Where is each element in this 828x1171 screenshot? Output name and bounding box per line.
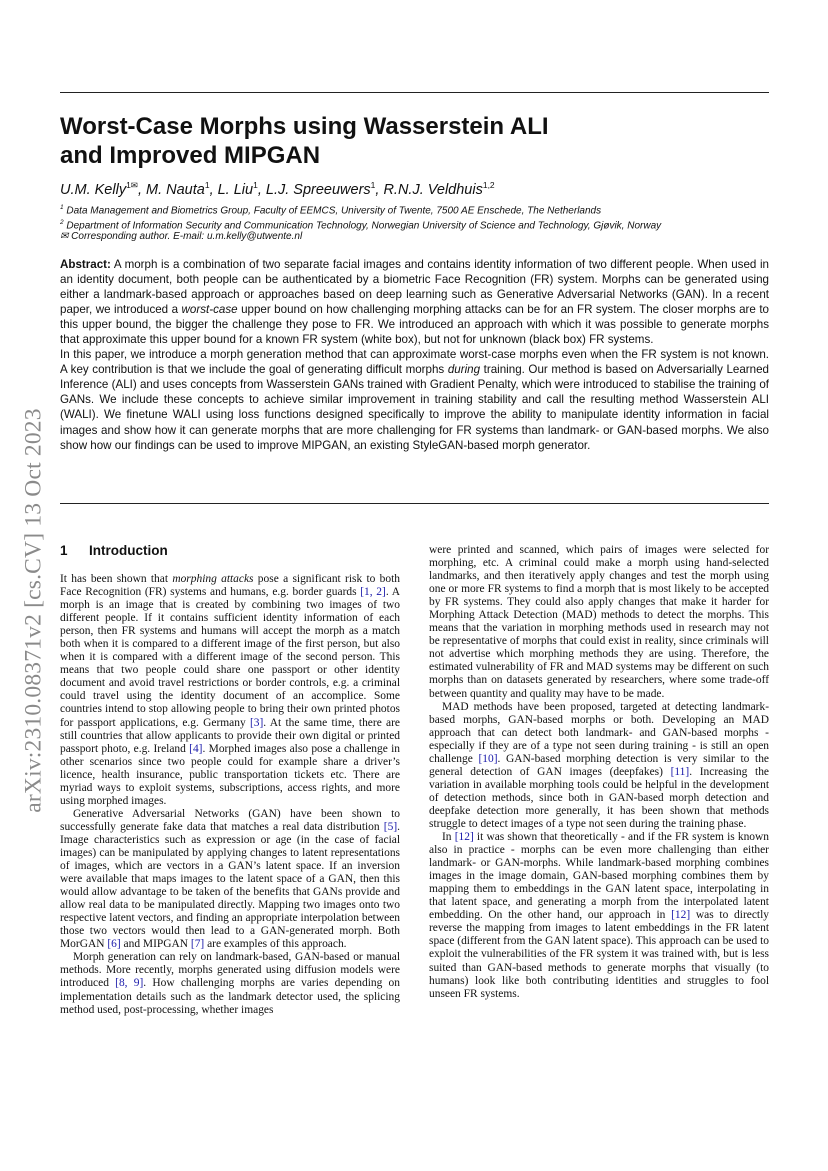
title-line-2: and Improved MIPGAN — [60, 142, 321, 169]
body-text: are examples of this approach. — [204, 938, 347, 951]
author-nauta: , M. Nauta — [137, 181, 205, 198]
author-veldhuis-sup: 1,2 — [482, 180, 495, 190]
body-text: and MIPGAN — [120, 938, 191, 951]
right-column — [429, 544, 769, 1001]
paragraph — [429, 544, 769, 701]
affiliation-2-mark: 2 — [60, 219, 64, 226]
body-text: were printed and scanned, which pairs of images were selected for morphing, etc. A criminal could make a morph using hand-selected landmarks, and then iteratively apply changes and test the morph using one or more FR systems to find a morph that is most likely to be accepted by FR systems. They could also apply changes that make it harder for Morphing Attack Detection (MAD) methods to detect the morphs. This means that the variation in morphing methods used in research may not be representative of morphs that could exist in reality, since criminals will not advertise which morphing methods they are using. Therefore, the estimated vulnerability of FR and MAD systems may be different on such morphs than on datasets generated by researchers, where some trade-off between quantity and quality may have to be made. — [429, 544, 769, 700]
envelope-icon: ✉ — [60, 231, 69, 242]
citation-link[interactable]: [4] — [189, 742, 203, 755]
abstract-text: upper bound on how challenging morphing attacks can be for an FR system. The closer morphs are to this upper bound, the bigger the challenge they pose to FR. We introduced an approach with which it was possible to generate morphs that approximate this upper bound for a known FR system (white box), but not for unknown (black box) FR systems. — [60, 303, 769, 347]
affiliation-1-text: Data Management and Biometrics Group, Faculty of EEMCS, University of Twente, 7500 AE Enschede, The Netherlands — [63, 205, 602, 217]
paragraph — [60, 573, 400, 808]
body-text: pose a significant risk to both Face Recognition (FR) systems and humans, e.g. border guards — [60, 573, 400, 599]
citation-link[interactable]: [8, 9] — [115, 977, 144, 990]
abstract-bottom-rule — [60, 503, 769, 504]
body-text: . Morphed images also pose a challenge in other scenarios since two people could for example share a driver’s licence, health insurance, public transportation tickets etc. There are myriad ways to exploit systems, subscriptions, access rights, and more using morphed images. — [60, 742, 400, 807]
left-column — [60, 573, 400, 1017]
author-kelly-sup: 1✉ — [126, 180, 138, 190]
citation-link[interactable]: [3] — [249, 716, 264, 729]
section-title: Introduction — [89, 543, 168, 558]
body-text: . Increasing the variation in available morphing tools could be helpful in the development of detection methods, since both in GAN-based morph detection and deepfake detection more generally, it has been shown that methods struggle to detect images of a type not seen during the training phase. — [429, 765, 769, 830]
author-liu-sup: 1 — [253, 180, 258, 190]
body-text: Morph generation can rely on landmark-based, GAN-based or manual methods. More recently, morphs generated using diffusion models were introduced — [60, 951, 400, 990]
corresponding-author-text: Corresponding author. E-mail: u.m.kelly@utwente.nl — [68, 231, 303, 242]
body-text: . How challenging morphs are varies depending on implementation details such as the landmark detector used, the splicing method used, post-processing, whether images — [60, 977, 400, 1016]
citation-link[interactable]: [11] — [670, 765, 690, 778]
author-spreeuwers: , L.J. Spreeuwers — [257, 181, 371, 198]
arxiv-watermark — [14, 360, 54, 860]
body-text: It has been shown that — [60, 573, 173, 585]
paper-title — [60, 112, 769, 170]
citation-link[interactable]: [12] — [454, 831, 474, 844]
affiliation-1 — [60, 201, 769, 217]
section-heading-introduction — [60, 543, 400, 559]
body-text: . Image characteristics such as expression or age (in the case of facial images) can be manipulated by applying changes to latent representations of images, which are vectors in a GAN’s latent space. If an inversion were available that maps images to the latent space of a GAN, then this would allow advantage to be taken of the benefits that GANs provide and allow real data to be manipulated directly. Mapping two images onto two respective latent vectors, and finding an appropriate interpolation between those two vectors would then lead to a GAN-generated morph. Both MorGAN — [60, 820, 400, 951]
paragraph — [429, 831, 769, 1001]
body-text: MAD methods have been proposed, targeted at detecting landmark-based morphs, GAN-based morphs or both. Developing an MAD approach that can detect both landmark- and GAN-based morphs - especially if they are of a type not seen during training - is still an open challenge — [429, 700, 769, 765]
paragraph — [60, 951, 400, 1016]
citation-link[interactable]: [10] — [478, 752, 498, 765]
abstract-text: training. Our method is based on Adversarially Learned Inference (ALI) and uses concepts from Wasserstein GANs trained with Gradient Penalty, which were introduced to stabilise the training of GANs. We include these concepts to achieve similar improvement in training stability and call the resulting method Wasserstein ALI (WALI). We finetune WALI using loss functions designed specifically to improve the ability to manipulate identity information in facial images and show how it can generate morphs that are more challenging for FR systems than landmark- or GAN-based morphs. We also show how our findings can be used to improve MIPGAN, an existing StyleGAN-based morph generator. — [60, 363, 769, 452]
section-number: 1 — [60, 543, 68, 558]
body-text: Generative Adversarial Networks (GAN) have been shown to successfully generate fake data that matches a real data distribution — [60, 807, 400, 833]
body-text: was to directly reverse the mapping from images to latent embeddings in the FR latent space (different from the GAN latent space). This approach can be used to exploit the vulnerabilities of the FR system it was trained with, but is less suited than GAN-based methods to generate morphs that visually (to humans) look like both contributing identities and struggles to fool unseen FR systems. — [429, 909, 769, 1000]
abstract-emphasis: worst-case — [181, 303, 238, 317]
citation-link[interactable]: [5] — [383, 820, 398, 833]
citation-link[interactable]: [1, 2] — [360, 586, 386, 599]
corresponding-author — [60, 230, 769, 243]
body-emphasis: morphing attacks — [172, 573, 254, 585]
author-kelly: U.M. Kelly — [60, 181, 127, 198]
author-veldhuis: , R.N.J. Veldhuis — [375, 181, 483, 198]
body-text: it was shown that theoretically - and if the FR system is known also in practice - morphs can be even more challenging than either landmark- or GAN-morphs. While landmark-based morphing combines images in the image domain, GAN-based morphing combines them by mapping them to embeddings in the GAN latent space, interpolating in that latent space, and generating a morph from the interpolated latent embedding. On the other hand, our approach in — [429, 831, 769, 922]
author-list — [60, 176, 769, 199]
paragraph — [60, 808, 400, 952]
abstract-text: A morph is a combination of two separate facial images and contains identity information of two different people. When used in an identity document, both people can be authenticated by a biometric Face Recognition (FR) system. Morphs can be generated using either a landmark-based approach or approaches based on deep learning such as Generative Adversarial Networks (GAN). In a recent paper, we introduced a — [60, 258, 769, 317]
abstract-text: In this paper, we introduce a morph generation method that can approximate worst-case morphs even when the FR system is not known. A key contribution is that we include the goal of generating difficult morphs — [60, 348, 769, 377]
affiliation-1-mark: 1 — [60, 204, 64, 211]
abstract-paragraph-2 — [60, 347, 769, 452]
body-text: . At the same time, there are still countries that allow applicants to provide their own digital or printed passport photo, e.g. Ireland — [60, 716, 400, 755]
abstract — [60, 257, 769, 453]
citation-link[interactable]: [6] — [107, 938, 121, 951]
author-spreeuwers-sup: 1 — [370, 180, 376, 190]
top-rule — [60, 92, 769, 93]
title-line-1: Worst-Case Morphs using Wasserstein ALI — [60, 113, 549, 140]
abstract-label: Abstract: — [60, 258, 111, 271]
body-text: In — [442, 831, 455, 844]
paragraph — [429, 701, 769, 831]
affiliation-2-text: Department of Information Security and Communication Technology, Norwegian University of Science and Technology, Gjøvik, Norway — [63, 220, 662, 232]
citation-link[interactable]: [7] — [190, 938, 205, 951]
body-text: . A morph is an image that is created by combining two images of two different people. If it contains sufficient identity information of each person, then FR systems and humans will accept the morph as a match both when it is compared to a different image of the first person, but also when it is compared with a different image of the second person. This means that two people could share one passport or other identity document and avoid travel restrictions or border controls, e.g. a criminal could travel using the identity document of an accomplice. Some countries intend to stop allowing people to bring their own printed photos for passport applications, e.g. Germany — [60, 586, 400, 729]
arxiv-identifier: arXiv:2310.08371v2 [cs.CV] 13 Oct 2023 — [20, 407, 47, 813]
abstract-paragraph-1 — [60, 257, 769, 347]
author-liu: , L. Liu — [209, 181, 254, 198]
abstract-emphasis: during — [447, 363, 481, 377]
body-text: . GAN-based morphing detection is very similar to the general detection of GAN images (deepfakes) — [429, 752, 769, 778]
citation-link[interactable]: [12] — [671, 909, 691, 922]
author-nauta-sup: 1 — [204, 180, 210, 190]
